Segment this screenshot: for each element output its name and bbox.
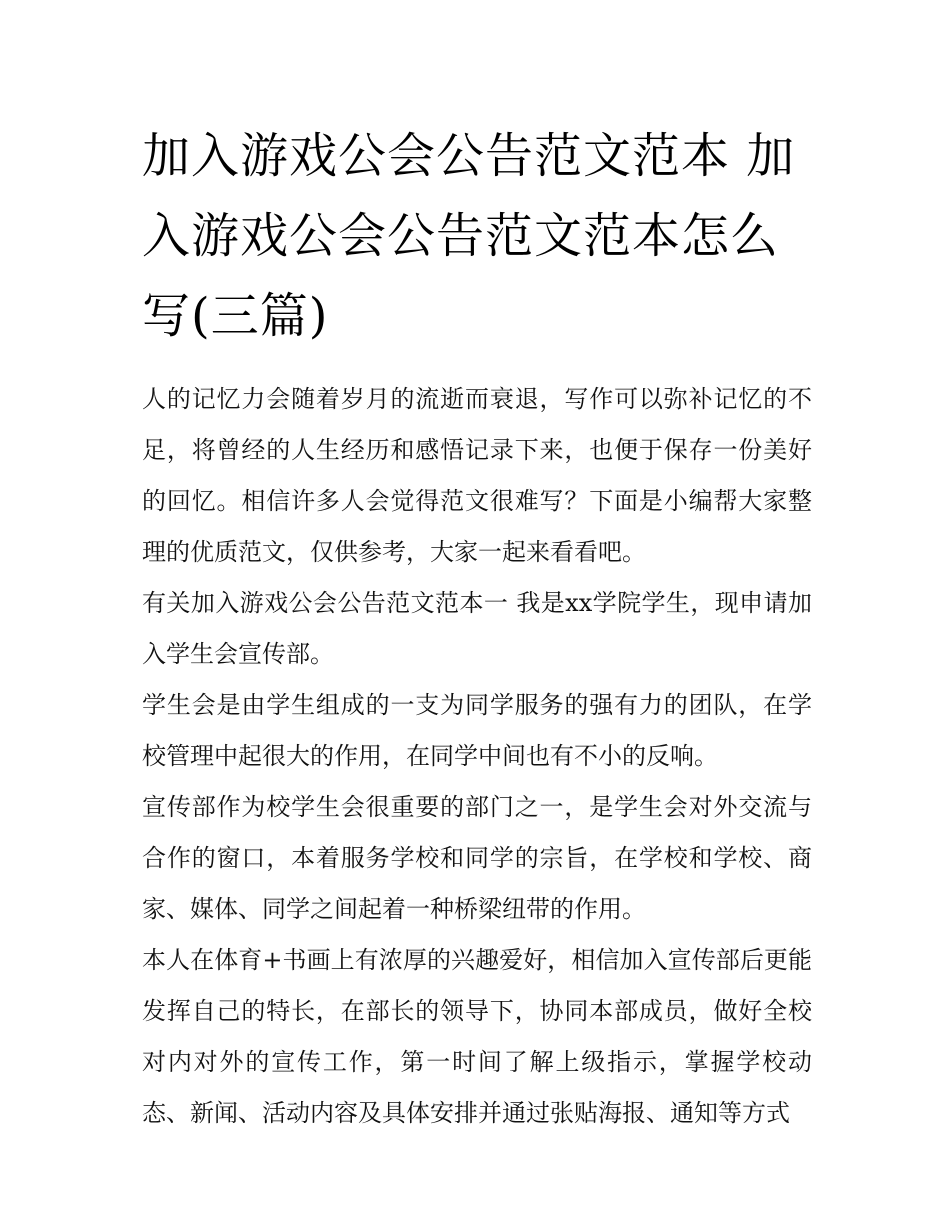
body-paragraph-application: 有关加入游戏公会公告范文范本一 我是xx学院学生，现申请加入学生会宣传部。 bbox=[142, 589, 812, 668]
intro-paragraph: 人的记忆力会随着岁月的流逝而衰退，写作可以弥补记忆的不足，将曾经的人生经历和感悟记录下来，也便于保存一份美好的回忆。相信许多人会觉得范文很难写？下面是小编帮大家整理的优质范文，仅供参考，大家一起来看看吧。 bbox=[142, 385, 812, 566]
document-title: 加入游戏公会公告范文范本 加入游戏公会公告范文范本怎么写(三篇) bbox=[142, 128, 796, 344]
document-content bbox=[142, 116, 812, 1139]
body-paragraph-personal-strengths: 本人在体育+书画上有浓厚的兴趣爱好，相信加入宣传部后更能发挥自己的特长，在部长的领导下，协同本部成员，做好全校对内对外的宣传工作，第一时间了解上级指示，掌握学校动态、新闻、活动内容及具体安排并通过张贴海报、通知等方式 bbox=[142, 946, 812, 1127]
body-paragraph-publicity-department: 宣传部作为校学生会很重要的部门之一，是学生会对外交流与合作的窗口，本着服务学校和同学的宗旨，在学校和学校、商家、媒体、同学之间起着一种桥梁纽带的作用。 bbox=[142, 793, 812, 923]
body-paragraph-student-union: 学生会是由学生组成的一支为同学服务的强有力的团队，在学校管理中起很大的作用，在同学中间也有不小的反响。 bbox=[142, 691, 812, 770]
